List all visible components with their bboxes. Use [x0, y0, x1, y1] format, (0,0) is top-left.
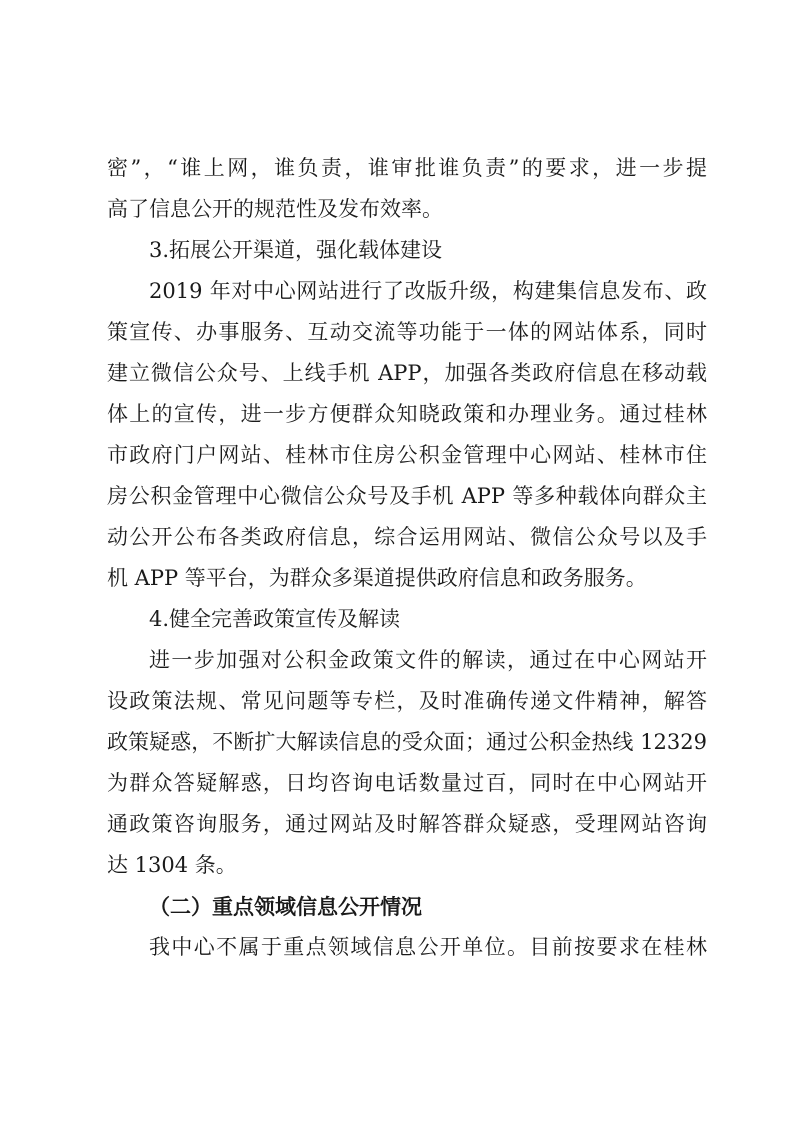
paragraph-line: 设政策法规、常见问题等专栏，及时准确传递文件精神，解答 [107, 689, 707, 713]
paragraph-line: 达 1304 条。 [107, 853, 237, 877]
paragraph-line: 密”，“谁上网，谁负责，谁审批谁负责”的要求，进一步提 [107, 156, 707, 180]
paragraph-line: 政策疑惑，不断扩大解读信息的受众面；通过公积金热线 12329 [107, 730, 707, 754]
section-heading: 4.健全完善政策宣传及解读 [149, 607, 401, 631]
paragraph-line: 动公开公布各类政府信息，综合运用网站、微信公众号以及手 [107, 525, 707, 549]
paragraph-line: 策宣传、办事服务、互动交流等功能于一体的网站体系，同时 [107, 320, 707, 344]
paragraph-line: 机 APP 等平台，为群众多渠道提供政府信息和政务服务。 [107, 566, 647, 590]
paragraph-line: 通政策咨询服务，通过网站及时解答群众疑惑，受理网站咨询 [107, 812, 707, 836]
paragraph-line: 市政府门户网站、桂林市住房公积金管理中心网站、桂林市住 [107, 443, 707, 467]
document-body [107, 148, 707, 968]
paragraph-line: 我中心不属于重点领域信息公开单位。目前按要求在桂林 [149, 935, 707, 959]
paragraph-line: 房公积金管理中心微信公众号及手机 APP 等多种载体向群众主 [107, 484, 707, 508]
paragraph-line: 为群众答疑解惑，日均咨询电话数量过百，同时在中心网站开 [107, 771, 707, 795]
paragraph-line: 高了信息公开的规范性及发布效率。 [107, 197, 443, 221]
paragraph-line: 建立微信公众号、上线手机 APP，加强各类政府信息在移动载 [107, 361, 707, 385]
paragraph-line: 体上的宣传，进一步方便群众知晓政策和办理业务。通过桂林 [107, 402, 707, 426]
section-heading-bold: （二）重点领域信息公开情况 [149, 894, 422, 919]
section-heading: 3.拓展公开渠道，强化载体建设 [149, 238, 443, 262]
paragraph-line: 进一步加强对公积金政策文件的解读，通过在中心网站开 [149, 648, 707, 672]
paragraph-line: 2019 年对中心网站进行了改版升级，构建集信息发布、政 [149, 279, 707, 303]
